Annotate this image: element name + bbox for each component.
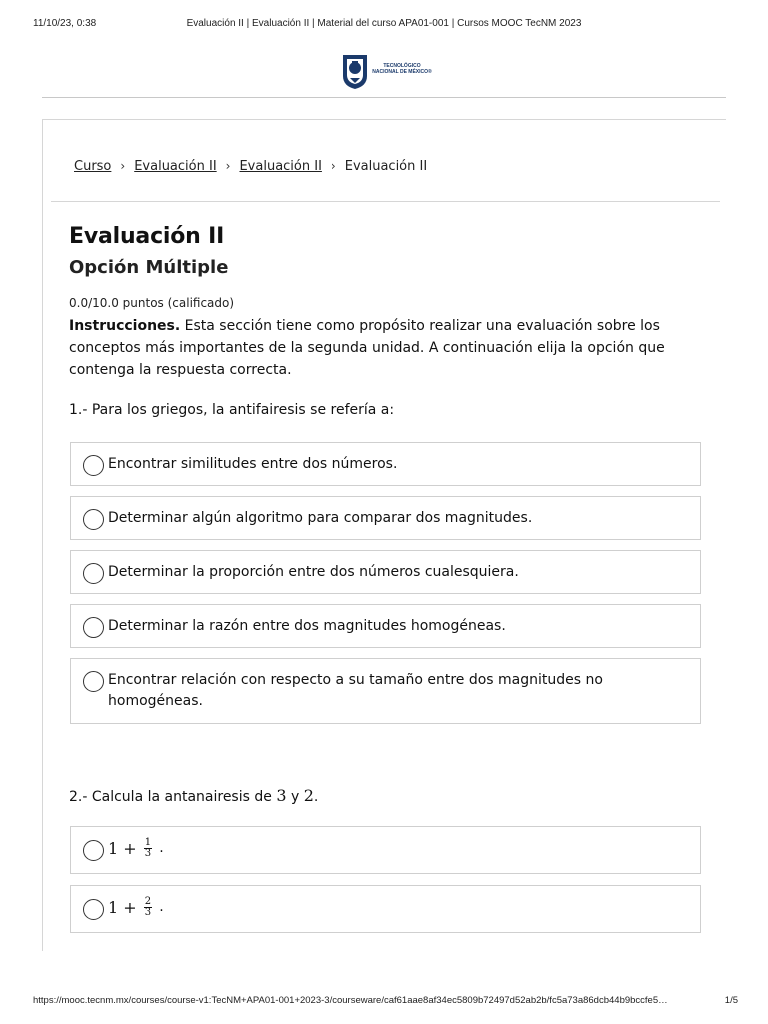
question-1-option-4[interactable] bbox=[70, 604, 701, 648]
math-expression: 1 + $\frac{1}{3}$ . bbox=[108, 837, 164, 859]
breadcrumb-current: Evaluación II bbox=[344, 158, 428, 174]
breadcrumb bbox=[74, 156, 427, 176]
fraction: $\frac{2}{3}$ bbox=[144, 896, 152, 918]
fraction: $\frac{1}{3}$ bbox=[144, 837, 152, 859]
print-url: https://mooc.tecnm.mx/courses/course-v1:TecNM+APA01-001+2023-3/courseware/caf61aae8af34ec5809b72497d52ab2b/fc5a73a86dcb44b9bccfe5… bbox=[33, 995, 668, 1006]
breadcrumb-link-evaluacion-sub[interactable]: Evaluación II bbox=[239, 158, 322, 174]
print-title: Evaluación II | Evaluación II | Material del curso APA01-001 | Cursos MOOC TecNM 2023 bbox=[186, 18, 582, 29]
print-date: 11/10/23, 0:38 bbox=[33, 18, 97, 29]
print-footer bbox=[0, 995, 768, 1009]
option-label: Determinar algún algoritmo para comparar dos magnitudes. bbox=[108, 510, 533, 526]
page-subtitle: Opción Múltiple bbox=[69, 257, 229, 278]
question-1-option-2[interactable] bbox=[70, 496, 701, 540]
math-expression: 1 + $\frac{2}{3}$ . bbox=[108, 896, 164, 918]
radio-button[interactable] bbox=[83, 509, 104, 530]
chevron-right-icon: › bbox=[120, 159, 126, 173]
question-2-option-1[interactable] bbox=[70, 826, 701, 874]
question-2-prompt: 2.- Calcula la antanairesis de 3 y 2. bbox=[69, 786, 319, 805]
content-frame-top bbox=[42, 119, 726, 120]
option-label: Encontrar similitudes entre dos números. bbox=[108, 456, 398, 472]
question-2-option-2[interactable] bbox=[70, 885, 701, 933]
option-label: Determinar la proporción entre dos números cualesquiera. bbox=[108, 564, 519, 580]
option-label: Determinar la razón entre dos magnitudes homogéneas. bbox=[108, 618, 506, 634]
question-1-option-3[interactable] bbox=[70, 550, 701, 594]
question-1-prompt: 1.- Para los griegos, la antifairesis se refería a: bbox=[69, 402, 395, 418]
radio-button[interactable] bbox=[83, 840, 104, 861]
page-title: Evaluación II bbox=[69, 224, 225, 249]
radio-button[interactable] bbox=[83, 671, 104, 692]
header-divider bbox=[42, 97, 726, 98]
chevron-right-icon: › bbox=[225, 159, 231, 173]
breadcrumb-link-evaluacion[interactable]: Evaluación II bbox=[134, 158, 217, 174]
chevron-right-icon: › bbox=[330, 159, 336, 173]
question-1-option-1[interactable] bbox=[70, 442, 701, 486]
radio-button[interactable] bbox=[83, 899, 104, 920]
instructions-label: Instrucciones. bbox=[69, 318, 181, 334]
option-label: Encontrar relación con respecto a su tamaño entre dos magnitudes no homogéneas. bbox=[108, 672, 603, 709]
radio-button[interactable] bbox=[83, 617, 104, 638]
radio-button[interactable] bbox=[83, 563, 104, 584]
tecnm-logo bbox=[340, 52, 432, 90]
content-frame-left bbox=[42, 119, 43, 951]
question-1-option-5[interactable] bbox=[70, 658, 701, 724]
breadcrumb-link-curso[interactable]: Curso bbox=[74, 158, 112, 174]
tecnm-emblem-icon bbox=[340, 52, 370, 90]
print-page-number: 1/5 bbox=[724, 995, 738, 1006]
breadcrumb-divider bbox=[51, 201, 720, 202]
radio-button[interactable] bbox=[83, 455, 104, 476]
option-label bbox=[108, 838, 688, 861]
instructions bbox=[69, 315, 699, 381]
logo-text: TECNOLÓGICO NACIONAL DE MÉXICO® bbox=[372, 63, 432, 75]
print-header bbox=[0, 18, 768, 32]
score-status: 0.0/10.0 puntos (calificado) bbox=[69, 296, 235, 310]
instructions-text: Esta sección tiene como propósito realizar una evaluación sobre los conceptos más importantes de la segunda unidad. A continuación elija la opción que contenga la respuesta correcta. bbox=[69, 318, 665, 378]
option-label bbox=[108, 897, 688, 920]
